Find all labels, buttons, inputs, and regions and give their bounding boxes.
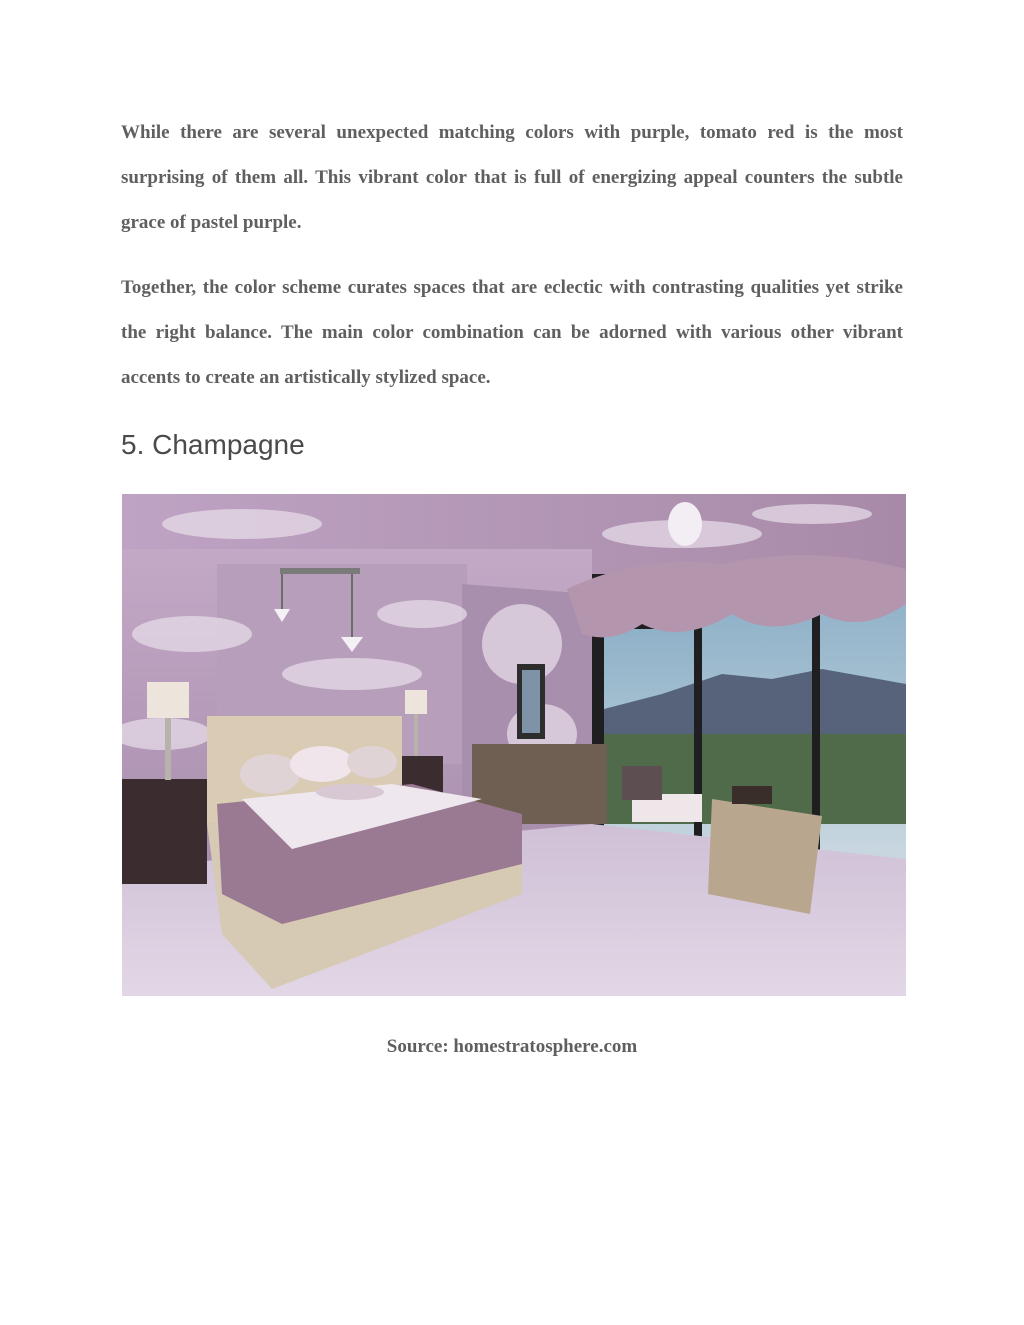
table-lamp-right xyxy=(405,690,427,714)
light-rail xyxy=(280,568,360,574)
nightstand-left xyxy=(122,779,207,884)
body-paragraph-2: Together, the color scheme curates spaces that are eclectic with contrasting qualities yet strike the right balance. The main color combination can be adorned with various other vibrant accents to create an artistically stylized space. xyxy=(121,277,903,388)
body-paragraph-1: While there are several unexpected matching colors with purple, tomato red is the most surprising of them all. This vibrant color that is full of energizing appeal counters the subtle grace of pastel purple. xyxy=(121,122,903,233)
pillow-3 xyxy=(347,746,397,778)
pillow-2 xyxy=(290,746,354,782)
table-lamp-left xyxy=(147,682,189,718)
ceiling-lamp xyxy=(668,502,702,546)
bedroom-photo xyxy=(122,494,906,996)
section-heading: 5. Champagne xyxy=(121,429,305,460)
side-table xyxy=(708,799,822,914)
bolster-pillow xyxy=(316,784,384,800)
image-caption: Source: homestratosphere.com xyxy=(386,1036,638,1057)
